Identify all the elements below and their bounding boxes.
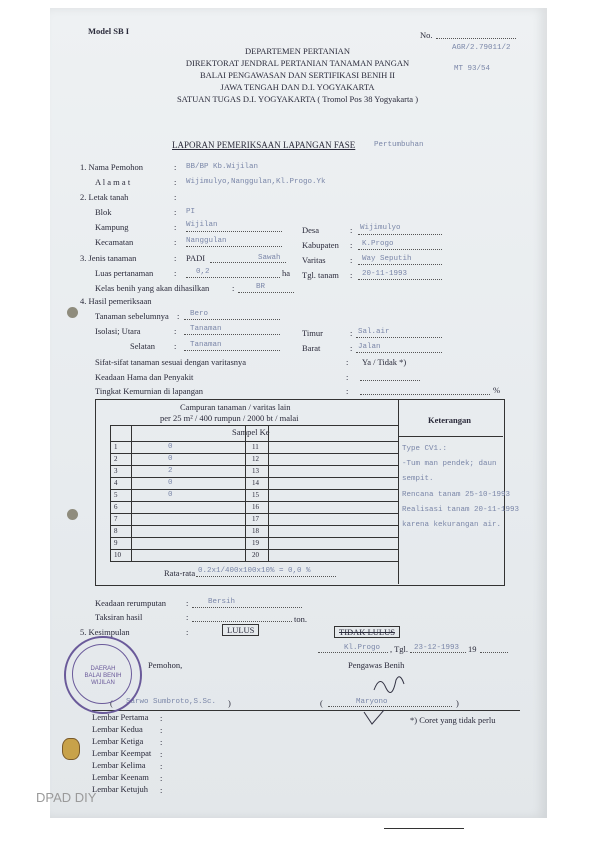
- sifat-value: Ya / Tidak *): [362, 357, 407, 367]
- sample-value-left: 0: [168, 455, 173, 463]
- colon: :: [350, 343, 353, 353]
- isolasi-utara-value: Tanaman: [190, 325, 222, 333]
- lembar-3: Lembar Ketiga: [92, 736, 144, 746]
- isolasi-utara-label: Isolasi; Utara: [95, 326, 141, 336]
- kabupaten-value: K.Progo: [362, 240, 394, 248]
- kampung-label: Kampung: [95, 222, 129, 232]
- sample-number-left: 7: [114, 515, 118, 523]
- sample-number-left: 6: [114, 503, 118, 511]
- colon: :: [350, 328, 353, 338]
- kabupaten-label: Kabupaten: [302, 240, 339, 250]
- sample-number-right: 19: [252, 539, 259, 547]
- taksiran-unit: ton.: [294, 614, 307, 624]
- grid-col-line: [245, 425, 246, 561]
- sampel-header: Sampel Ke: [232, 427, 270, 437]
- report-phase: Pertumbuhan: [374, 141, 424, 149]
- checkmark-signature: [362, 708, 386, 726]
- jenis-label: 3. Jenis tanaman: [80, 253, 137, 263]
- kecamatan-value: Nanggulan: [186, 237, 227, 245]
- lembar-2: Lembar Kedua: [92, 724, 143, 734]
- colon: :: [174, 192, 177, 202]
- header-line-3: BALAI PENGAWASAN DAN SERTIFIKASI BENIH II: [199, 70, 395, 80]
- sample-number-right: 20: [252, 551, 259, 559]
- nama-pemohon-value: BB/BP Kb.Wijilan: [186, 163, 259, 171]
- hama-dots: [360, 380, 420, 381]
- colon: :: [174, 341, 177, 351]
- colon: :: [174, 177, 177, 187]
- header-line-2: DIREKTORAT JENDRAL PERTANIAN TANAMAN PANGAN: [185, 58, 410, 68]
- paren: (: [110, 698, 113, 708]
- sample-number-right: 18: [252, 527, 259, 535]
- tanaman-seb-value: Bero: [190, 310, 209, 318]
- taksiran-dots: [192, 621, 292, 622]
- colon: :: [186, 612, 189, 622]
- desa-value: Wijimulyo: [360, 224, 401, 232]
- place-dots: [318, 652, 388, 653]
- lembar-colons: : : : : : : :: [160, 713, 163, 795]
- pemohon-name: Sarwo Sumbroto,S.Sc.: [126, 698, 217, 706]
- hama-label: Keadaan Hama dan Penyakit: [95, 372, 194, 382]
- selatan-label: Selatan: [130, 341, 156, 351]
- header-line-5: SATUAN TUGAS D.I. YOGYAKARTA ( Tromol Pos 38 Yogyakarta ): [176, 94, 419, 104]
- lembar-4: Lembar Keempat: [92, 748, 152, 758]
- year-dots: [480, 652, 508, 653]
- lembar-7: Lembar Ketujuh: [92, 784, 148, 794]
- sample-number-left: 10: [114, 551, 121, 559]
- paren: ): [228, 698, 231, 708]
- selatan-dots: [184, 350, 280, 351]
- varitas-label: Varitas: [302, 255, 326, 265]
- jenis-value: PADI: [186, 253, 206, 263]
- pemohon-label: Pemohon,: [148, 660, 183, 670]
- sample-value-left: 0: [168, 443, 173, 451]
- alamat-value: Wijimulyo,Nanggulan,Kl.Progo.Yk: [186, 178, 326, 186]
- kemurnian-unit: %: [493, 385, 501, 395]
- table-header-1: Campuran tanaman / varitas lain: [180, 402, 291, 412]
- keterangan-line-5: Realisasi tanam 20-11-1993: [402, 506, 520, 514]
- sample-number-right: 14: [252, 479, 259, 487]
- punch-hole-top: [67, 307, 78, 318]
- no-dots: [436, 38, 516, 39]
- keterangan-line-1: Type CV1.:: [402, 445, 448, 453]
- nama-pemohon-label: 1. Nama Pemohon: [80, 162, 144, 172]
- kelas-label: Kelas benih yang akan dihasilkan: [95, 283, 210, 293]
- ref-number-1: AGR/2.79011/2: [452, 44, 511, 52]
- table-divider-keterangan: [398, 399, 399, 584]
- kecamatan-label: Kecamatan: [95, 237, 134, 247]
- colon: :: [174, 253, 177, 263]
- sample-value-left: 0: [168, 491, 173, 499]
- table-keterangan-line: [398, 436, 503, 437]
- tgl-tanam-value: 20-11-1993: [362, 270, 408, 278]
- punch-hole-bottom: [67, 509, 78, 520]
- colon: :: [346, 372, 349, 382]
- selatan-value: Tanaman: [190, 341, 222, 349]
- barat-dots: [356, 352, 442, 353]
- colon: :: [350, 270, 353, 280]
- taksiran-label: Taksiran hasil: [95, 612, 143, 622]
- jenis-value2: Sawah: [258, 254, 281, 262]
- date-dots: [410, 652, 466, 653]
- lembar-5: Lembar Kelima: [92, 760, 146, 770]
- sample-value-left: 0: [168, 479, 173, 487]
- kampung-value: Wijilan: [186, 221, 218, 229]
- pengawas-signature: [370, 670, 410, 698]
- sample-value-left: 2: [168, 467, 173, 475]
- desa-label: Desa: [302, 225, 319, 235]
- luas-value: 0,2: [196, 268, 210, 276]
- kecamatan-dots: [186, 246, 282, 247]
- lembar-1: Lembar Pertama: [92, 712, 149, 722]
- blok-label: Blok: [95, 207, 112, 217]
- paren: ): [456, 698, 459, 708]
- rata-label: Rata-rata: [164, 568, 196, 578]
- tanaman-seb-label: Tanaman sebelumnya: [95, 311, 169, 321]
- pengawas-dots: [328, 706, 452, 707]
- bottom-rule: [384, 828, 464, 829]
- rerumputan-label: Keadaan rerumputan: [95, 598, 167, 608]
- keterangan-header: Keterangan: [428, 415, 471, 425]
- signature-line: [92, 710, 520, 711]
- keterangan-line-4: Rencana tanam 25-10-1993: [402, 491, 511, 499]
- date-value: 23-12-1993: [414, 644, 460, 652]
- official-stamp: DAERAH BALAI BENIH WIJILAN: [64, 636, 142, 714]
- kampung-dots: [186, 231, 282, 232]
- grid-col-line: [131, 425, 132, 561]
- table-header-2: per 25 m² / 400 rumpun / 2000 bt / malai: [160, 413, 299, 423]
- colon: :: [174, 268, 177, 278]
- rerumputan-value: Bersih: [208, 598, 236, 606]
- kemurnian-dots: [360, 394, 490, 395]
- colon: :: [350, 240, 353, 250]
- isolasi-utara-dots: [184, 334, 280, 335]
- colon: :: [350, 225, 353, 235]
- colon: :: [346, 386, 349, 396]
- colon: :: [346, 357, 349, 367]
- sample-number-right: 13: [252, 467, 259, 475]
- letak-label: 2. Letak tanah: [80, 192, 129, 202]
- timur-label: Timur: [302, 328, 323, 338]
- ref-number-2: MT 93/54: [454, 65, 491, 73]
- kabupaten-dots: [358, 249, 442, 250]
- rata-value: 0.2x1/400x100x10% = 0,0 %: [198, 567, 311, 575]
- rerumputan-dots: [192, 607, 302, 608]
- no-label: No.: [420, 30, 433, 40]
- barat-label: Barat: [302, 343, 321, 353]
- kesimpulan-label: 5. Kesimpulan: [80, 627, 130, 637]
- colon: :: [186, 627, 189, 637]
- model-label: Model SB I: [88, 26, 130, 36]
- sifat-label: Sifat-sifat tanaman sesuai dengan varitasnya: [95, 357, 247, 367]
- sample-number-right: 12: [252, 455, 259, 463]
- rata-dots: [196, 576, 336, 577]
- report-title: LAPORAN PEMERIKSAAN LAPANGAN FASE: [172, 140, 356, 150]
- paren: (: [320, 698, 323, 708]
- sample-number-left: 1: [114, 443, 118, 451]
- luas-unit: ha: [282, 268, 291, 278]
- lembar-6: Lembar Keenam: [92, 772, 149, 782]
- lulus-box: LULUS: [222, 624, 259, 636]
- varitas-dots: [358, 264, 442, 265]
- header-line-4: JAWA TENGAH DAN D.I. YOGYAKARTA: [220, 82, 375, 92]
- date-tgl: , Tgl.: [390, 644, 409, 654]
- varitas-value: Way Seputih: [362, 255, 412, 263]
- colon: :: [174, 326, 177, 336]
- colon: :: [232, 283, 235, 293]
- tidak-lulus-box: TIDAK LULUS: [334, 626, 400, 638]
- keterangan-line-6: karena kekurangan air.: [402, 521, 502, 529]
- coat-of-arms-emblem: [62, 738, 80, 760]
- sample-number-left: 8: [114, 527, 118, 535]
- hasil-label: 4. Hasil pemeriksaan: [80, 296, 152, 306]
- colon: :: [174, 222, 177, 232]
- luas-dots: [186, 277, 280, 278]
- watermark: DPAD DIY: [36, 790, 97, 805]
- sample-number-left: 3: [114, 467, 118, 475]
- kelas-dots: [238, 292, 294, 293]
- colon: :: [186, 598, 189, 608]
- kelas-value: BR: [256, 283, 266, 291]
- header-line-1: DEPARTEMEN PERTANIAN: [245, 46, 350, 56]
- sample-number-right: 17: [252, 515, 259, 523]
- date-year: 19: [468, 644, 477, 654]
- timur-value: Sal.air: [358, 328, 390, 336]
- grid-col-line: [110, 425, 111, 561]
- colon: :: [174, 237, 177, 247]
- pengawas-label: Pengawas Benih: [348, 660, 405, 670]
- luas-label: Luas pertanaman: [95, 268, 154, 278]
- kemurnian-label: Tingkat Kemurnian di lapangan: [95, 386, 204, 396]
- place: Kl.Progo: [344, 644, 381, 652]
- tanaman-seb-dots: [184, 319, 280, 320]
- keterangan-line-3: sempit.: [402, 475, 434, 483]
- sample-number-right: 11: [252, 443, 259, 451]
- sample-number-right: 15: [252, 491, 259, 499]
- desa-dots: [358, 234, 442, 235]
- sample-number-right: 16: [252, 503, 259, 511]
- sampel-row-line: [110, 425, 398, 426]
- sample-number-left: 5: [114, 491, 118, 499]
- sample-number-left: 2: [114, 455, 118, 463]
- sample-number-left: 4: [114, 479, 118, 487]
- barat-value: Jalan: [358, 343, 381, 351]
- tgl-tanam-dots: [358, 279, 442, 280]
- coret-note: *) Coret yang tidak perlu: [410, 715, 496, 725]
- pengawas-name: Maryono: [356, 698, 388, 706]
- blok-value: PI: [186, 208, 196, 216]
- colon: :: [350, 255, 353, 265]
- colon: :: [177, 311, 180, 321]
- sample-number-left: 9: [114, 539, 118, 547]
- colon: :: [174, 162, 177, 172]
- grid-bottom-line: [110, 561, 398, 562]
- colon: :: [174, 207, 177, 217]
- timur-dots: [356, 337, 442, 338]
- tgl-tanam-label: Tgl. tanam: [302, 270, 339, 280]
- keterangan-line-2: -Tum man pendek; daun: [402, 460, 497, 468]
- alamat-label: A l a m a t: [95, 177, 131, 187]
- grid-col-line: [268, 425, 269, 561]
